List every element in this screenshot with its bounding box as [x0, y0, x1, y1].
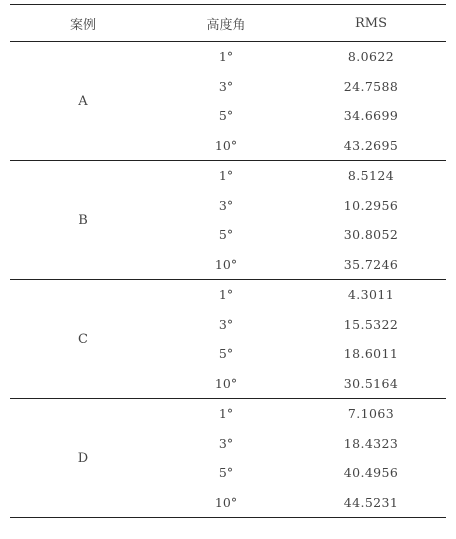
rms-cell: 8.0622	[347, 49, 395, 65]
rms-cell: 30.5164	[296, 369, 446, 399]
elevation-cell: 3°	[218, 435, 234, 451]
elevation-cell: 10°	[156, 131, 296, 161]
elevation-cell: 5°	[218, 346, 234, 362]
rms-cell: 18.6011	[343, 346, 399, 362]
rms-cell: 43.2695	[296, 131, 446, 161]
header-elevation: 高度角	[156, 5, 296, 42]
header-row	[10, 5, 446, 42]
elevation-cell: 5°	[218, 108, 234, 124]
rms-cell: 44.5231	[296, 488, 446, 518]
table-row	[10, 42, 446, 72]
table-row	[10, 399, 446, 429]
elevation-cell: 3°	[218, 78, 234, 94]
header-case: 案例	[10, 5, 156, 42]
elevation-cell: 5°	[218, 227, 234, 243]
case-cell-c: C	[10, 280, 156, 399]
elevation-cell: 10°	[156, 488, 296, 518]
elevation-cell: 1°	[218, 287, 234, 303]
rms-cell: 18.4323	[343, 435, 399, 451]
rms-cell: 30.8052	[343, 227, 399, 243]
header-rms: RMS	[296, 5, 446, 42]
results-table-container	[10, 4, 446, 518]
rms-cell: 34.6699	[343, 108, 399, 124]
elevation-cell: 10°	[156, 369, 296, 399]
rms-cell: 7.1063	[347, 406, 395, 422]
table-row	[10, 161, 446, 191]
elevation-cell: 1°	[218, 406, 234, 422]
elevation-cell: 1°	[218, 49, 234, 65]
elevation-cell: 5°	[218, 465, 234, 481]
rms-cell: 15.5322	[343, 316, 399, 332]
rms-cell: 24.7588	[343, 78, 399, 94]
rms-cell: 8.5124	[347, 168, 395, 184]
table-header	[10, 5, 446, 42]
rms-table	[10, 4, 446, 518]
case-cell-b: B	[10, 161, 156, 280]
elevation-cell: 3°	[218, 316, 234, 332]
rms-cell: 35.7246	[296, 250, 446, 280]
rms-cell: 10.2956	[343, 197, 399, 213]
elevation-cell: 1°	[218, 168, 234, 184]
table-body	[10, 42, 446, 518]
rms-cell: 40.4956	[343, 465, 399, 481]
table-row	[10, 280, 446, 310]
case-cell-a: A	[10, 42, 156, 161]
elevation-cell: 10°	[156, 250, 296, 280]
case-cell-d: D	[10, 399, 156, 518]
elevation-cell: 3°	[218, 197, 234, 213]
rms-cell: 4.3011	[347, 287, 395, 303]
